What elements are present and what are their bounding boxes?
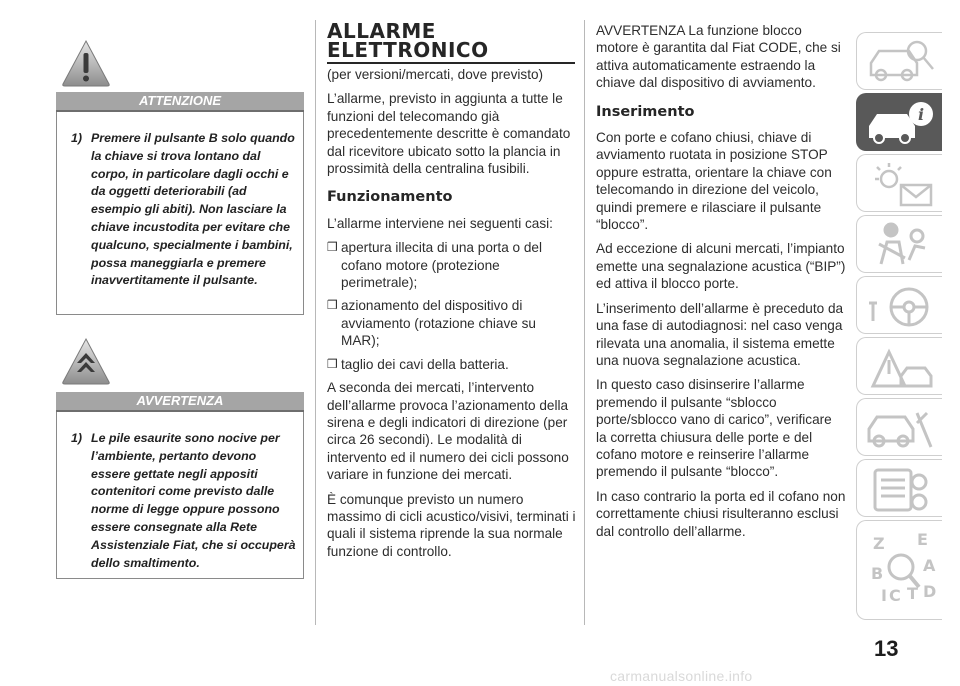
inserimento-paragraph: Ad eccezione di alcuni mercati, l’impianto emette una segnalazione acustica (“BIP”) ed attiva il blocco porte.: [596, 241, 846, 292]
column-divider: [315, 20, 316, 625]
attenzione-item: [71, 130, 297, 290]
steering-wheel-tab-icon: [865, 281, 937, 331]
tab-safety[interactable]: [856, 215, 942, 273]
index-letter: Z: [873, 534, 885, 553]
index-letter: I: [881, 586, 887, 605]
tab-car-info[interactable]: [856, 93, 942, 151]
car-dashboard-tab-icon: [865, 37, 937, 87]
fiat-code-note: AVVERTENZA La funzione blocco motore è garantita dal Fiat CODE, che si attiva automaticamente estraendo la chiave dal dispositivo di avviamento.: [596, 23, 841, 91]
watermark: carmanualsonline.info: [610, 668, 753, 684]
technical-data-tab-icon: [865, 464, 937, 514]
checkbox-bullet-icon: ❒: [327, 240, 338, 255]
svg-text:i: i: [917, 105, 925, 124]
inserimento-paragraph: Con porte e cofano chiusi, chiave di avviamento ruotata in posizione STOP oppure estratta, orientare la chiave con telecomando in direzione del veicolo, quindi premere e rilasciare il pulsante “blocco”.: [596, 130, 832, 233]
car-maintenance-tab-icon: [865, 403, 937, 453]
intro-scope: (per versioni/mercati, dove previsto): [327, 67, 544, 82]
tab-technical-data[interactable]: [856, 459, 942, 517]
emergency-triangle-tab-icon: [865, 342, 937, 392]
list-item: [327, 356, 577, 373]
funzionamento-paragraph: A seconda dei mercati, l’intervento dell’allarme provoca l’azionamento della sirena e degli indicatori di direzione (per circa 26 secondi). Le modalità di intervento ed il numero dei cicli possono variare in funzione dei mercati.: [327, 380, 569, 483]
inserimento-body: [596, 22, 846, 547]
checkbox-bullet-icon: ❒: [327, 356, 338, 371]
list-item-text: azionamento del dispositivo di avviamento (rotazione chiave su MAR);: [341, 298, 536, 349]
list-item-text: taglio dei cavi della batteria.: [341, 356, 509, 372]
avvertenza-heading: AVVERTENZA: [56, 392, 304, 412]
list-item-text: apertura illecita di una porta o del cofano motore (protezione perimetrale);: [341, 240, 543, 291]
list-item: [327, 297, 577, 349]
avvertenza-item: [71, 430, 297, 572]
page-number: 13: [874, 636, 899, 661]
index-letter: E: [917, 530, 928, 549]
car-info-tab-icon: [865, 98, 937, 148]
tab-maintenance[interactable]: [856, 398, 942, 456]
airbag-safety-tab-icon: [865, 220, 937, 270]
funzionamento-heading: Funzionamento: [327, 189, 453, 206]
inserimento-paragraph: In questo caso disinserire l’allarme premendo il pulsante “sblocco porte/sblocco vano di carico”, verificare la corretta chiusura delle porte e del cofano motore e reinserire l’allarme premendo il pulsante “blocco”.: [596, 377, 832, 480]
attenzione-heading: ATTENZIONE: [56, 92, 304, 112]
tab-index[interactable]: [856, 520, 942, 620]
inserimento-paragraph: L’inserimento dell’allarme è preceduto da una fase di autodiagnosi: nel caso venga rilevata una anomalia, il sistema emette una nuova segnalazione acustica.: [596, 300, 844, 368]
item-number: 1): [71, 131, 83, 145]
funzionamento-lead: L’allarme interviene nei seguenti casi:: [327, 215, 553, 231]
avvertenza-box: [56, 412, 304, 579]
index-letter: C: [889, 586, 901, 605]
funzionamento-paragraph: È comunque previsto un numero massimo di cicli acustico/visivi, terminati i quali il sistema riprende la sua normale funzione di controllo.: [327, 491, 576, 559]
recycle-icon: [60, 336, 112, 388]
index-letters-tab-icon: [865, 525, 937, 615]
section-title-line2: ELETTRONICO: [327, 38, 489, 62]
index-letter: T: [907, 584, 918, 603]
tab-emergency[interactable]: [856, 337, 942, 395]
item-text: Premere il pulsante B solo quando la chiave si trova lontano dal corpo, in particolare dagli occhi e da oggetti deteriorabili (ad esempio gli abiti). Non lasciare la chiave incustodita per evitare che qualcuno, specialmente i bambini, possa maneggiarla e premere inavvertitamente il pulsante.: [91, 131, 295, 288]
tab-dashboard[interactable]: [856, 32, 942, 90]
attenzione-box: [56, 112, 304, 315]
exclamation-icon: [60, 38, 112, 90]
intro-description: L’allarme, previsto in aggiunta a tutte le funzioni del telecomando già precedentemente descritte è comandato dal ricevitore ubicato sotto la plancia in prossimità della centralina fusibili.: [327, 91, 571, 177]
section-title-line1: ALLARME: [327, 19, 436, 43]
section-title: [327, 19, 575, 64]
index-letter: A: [923, 556, 936, 575]
index-letter: D: [923, 582, 937, 601]
checkbox-bullet-icon: ❒: [327, 298, 338, 313]
tab-warning-lights[interactable]: [856, 154, 942, 212]
list-item: [327, 239, 577, 291]
index-letter: B: [871, 564, 884, 583]
item-number: 1): [71, 431, 83, 445]
inserimento-paragraph: In caso contrario la porta ed il cofano non correttamente chiusi risulteranno esclusi dal controllo dell’allarme.: [596, 488, 846, 539]
alarm-body: [327, 66, 577, 567]
column-divider: [584, 20, 585, 625]
tab-driving[interactable]: [856, 276, 942, 334]
warning-lights-tab-icon: [865, 159, 937, 209]
inserimento-heading: Inserimento: [596, 103, 695, 120]
item-text: Le pile esaurite sono nocive per l’ambiente, pertanto devono essere gettate negli appositi contenitori come previsto dalle norme di legge oppure possono essere consegnate alla Rete Assistenziale Fiat, che si occuperà dello smaltimento.: [91, 431, 296, 570]
